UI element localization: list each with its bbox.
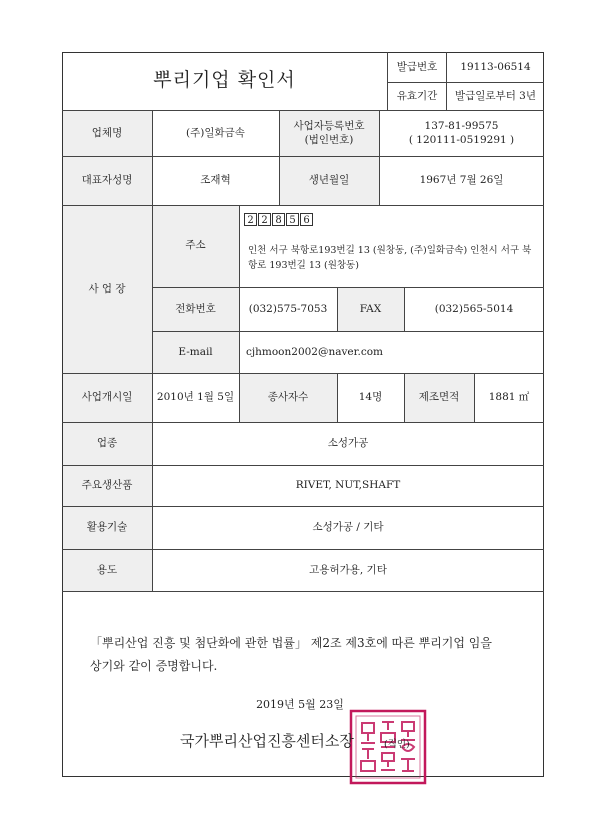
regno-value-line2: ( 120111-0519291 ) bbox=[408, 134, 515, 146]
regno-value-line1: 137-81-99575 bbox=[424, 119, 499, 132]
validity-label: 유효기간 bbox=[396, 90, 438, 103]
regno-label-line1: 사업자등록번호 bbox=[293, 119, 365, 132]
zip-digit: 2 bbox=[244, 213, 257, 226]
document-title: 뿌리기업 확인서 bbox=[153, 69, 296, 92]
industry-value: 소성가공 bbox=[327, 437, 369, 450]
zip-digit: 6 bbox=[300, 213, 313, 226]
fax-value: (032)565-5014 bbox=[434, 302, 514, 315]
industry-label: 업종 bbox=[96, 437, 118, 450]
products-label: 주요생산품 bbox=[81, 479, 133, 492]
email-value: cjhmoon2002@naver.com bbox=[246, 345, 384, 358]
fax-label: FAX bbox=[359, 302, 382, 315]
products-value: RIVET, NUT,SHAFT bbox=[295, 479, 401, 492]
zip-digit: 2 bbox=[258, 213, 271, 226]
phone-value: (032)575-7053 bbox=[248, 302, 328, 315]
seal-label: (직인) bbox=[384, 739, 410, 750]
technology-value: 소성가공 / 기타 bbox=[312, 521, 384, 534]
employees-value: 14명 bbox=[358, 391, 383, 404]
address-label: 주소 bbox=[185, 238, 206, 251]
certification-text bbox=[90, 632, 530, 678]
start-date-value: 2010년 1월 5일 bbox=[156, 391, 235, 404]
usage-value: 고용허가용, 기타 bbox=[309, 563, 387, 576]
zip-digit: 8 bbox=[272, 213, 285, 226]
zip-code-boxes bbox=[244, 213, 313, 226]
issue-date: 2019년 5월 23일 bbox=[256, 698, 344, 711]
validity-value: 발급일로부터 3년 bbox=[454, 90, 537, 103]
birth-label: 생년월일 bbox=[308, 174, 350, 187]
issuer-name: 국가뿌리산업진흥센터소장 bbox=[180, 732, 354, 750]
technology-label: 활용기술 bbox=[86, 521, 128, 534]
address-value: 인천 서구 북항로193번길 13 (원창동, (주)일화금속) 인천시 서구 북항로 193번길 13 (원창동) bbox=[248, 245, 532, 271]
area-label: 제조면적 bbox=[418, 391, 460, 404]
grid-line bbox=[62, 591, 544, 592]
representative-value: 조재혁 bbox=[200, 174, 231, 187]
company-name-value: (주)일화금속 bbox=[186, 126, 245, 139]
regno-label bbox=[279, 110, 379, 156]
email-label: E-mail bbox=[178, 345, 213, 358]
representative-label: 대표자성명 bbox=[81, 174, 133, 187]
birth-value: 1967년 7월 26일 bbox=[419, 174, 504, 187]
area-value: 1881 ㎡ bbox=[488, 391, 530, 404]
zip-digit: 5 bbox=[286, 213, 299, 226]
certification-line-2: 상기와 같이 증명합니다. bbox=[90, 658, 218, 673]
certification-line-1: 「뿌리산업 진흥 및 첨단화에 관한 법률」 제2조 제3호에 따른 뿌리기업 임을 bbox=[90, 636, 492, 650]
start-date-label: 사업개시일 bbox=[81, 391, 133, 404]
workplace-label: 사 업 장 bbox=[88, 282, 126, 295]
usage-label: 용도 bbox=[96, 563, 118, 576]
employees-label: 종사자수 bbox=[267, 391, 309, 404]
regno-value bbox=[379, 110, 544, 156]
phone-label: 전화번호 bbox=[175, 302, 216, 315]
issue-number-value: 19113-06514 bbox=[460, 61, 531, 74]
issue-number-label: 발급번호 bbox=[396, 61, 438, 74]
regno-label-line2: (법인번호) bbox=[304, 134, 354, 146]
company-name-label: 업체명 bbox=[91, 126, 123, 139]
